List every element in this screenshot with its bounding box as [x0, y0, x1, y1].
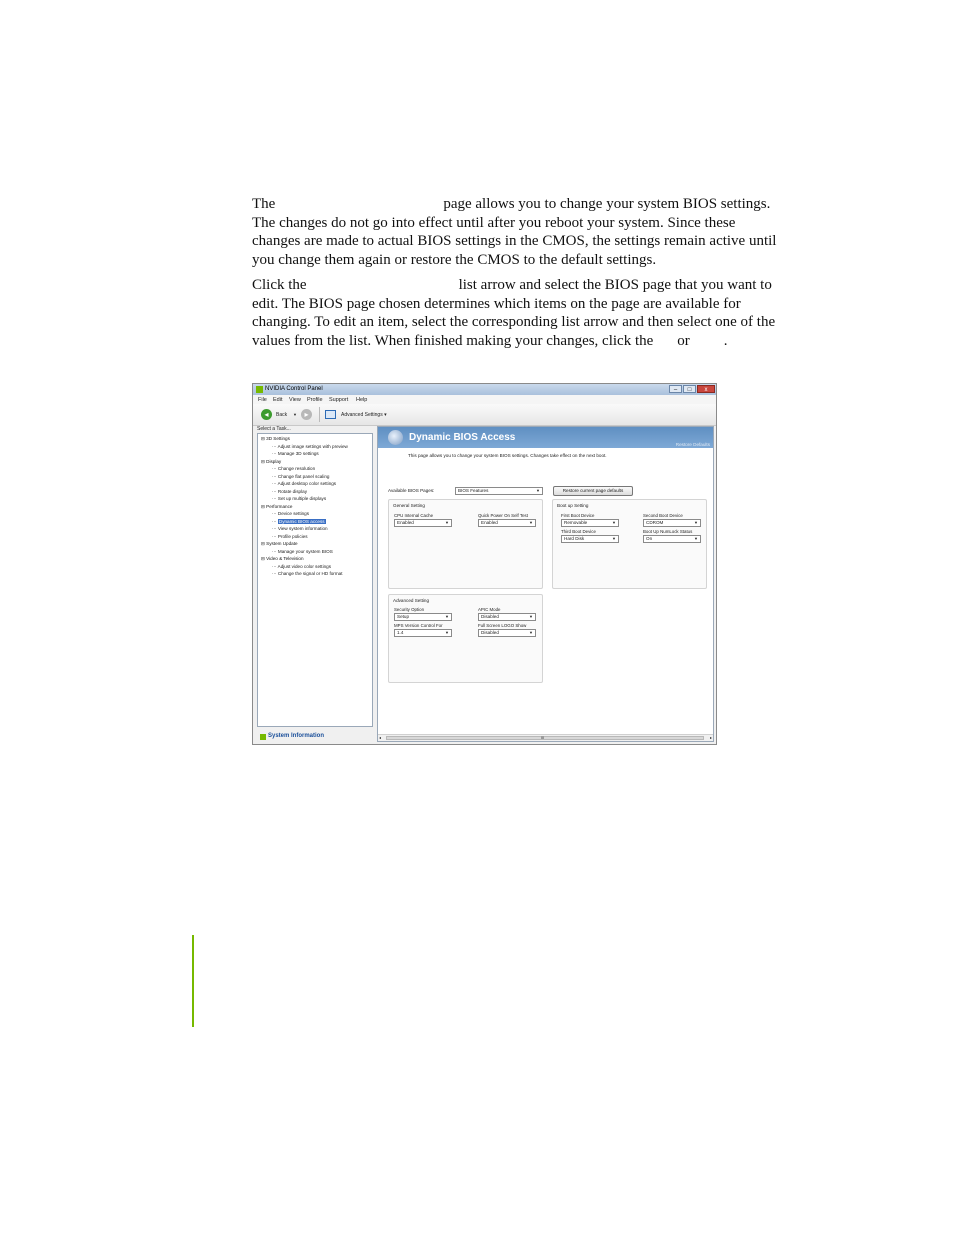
chevron-down-icon: ▼ [536, 488, 540, 493]
chevron-down-icon: ▼ [612, 520, 616, 525]
scroll-left-icon[interactable]: ◂ [379, 735, 382, 740]
chevron-down-icon: ▼ [529, 520, 533, 525]
chevron-down-icon: ▼ [529, 614, 533, 619]
tree-item-manage-bios[interactable]: ⋯ Manage your system BIOS [272, 548, 333, 554]
advanced-setting-group [388, 594, 543, 683]
tree-item-multiple-displays[interactable]: ⋯ Set up multiple displays [272, 496, 327, 501]
third-boot-select[interactable]: Hard Disk ▼ [561, 535, 619, 543]
task-pane [255, 426, 375, 744]
system-information-link[interactable]: System Information [261, 733, 324, 739]
first-boot-label: First Boot Device [561, 513, 595, 518]
chevron-down-icon: ▼ [445, 614, 449, 619]
apic-mode-select[interactable]: Disabled ▼ [478, 613, 536, 621]
second-boot-select[interactable]: CDROM ▼ [643, 519, 701, 527]
apic-mode-label: APIC Mode [478, 607, 501, 612]
restore-defaults-link[interactable]: Restore Defaults [675, 442, 710, 447]
security-option-select[interactable]: Setup ▼ [394, 613, 452, 621]
tree-category-system-update[interactable]: ⊟ System Update [261, 541, 298, 546]
general-setting-title: General Setting [393, 503, 425, 508]
advanced-setting-title: Advanced Setting [393, 598, 430, 603]
select-task-label: Select a Task... [257, 426, 291, 432]
first-boot-select[interactable]: Removable ▼ [561, 519, 619, 527]
tree-item-flat-panel-scaling[interactable]: ⋯ Change flat panel scaling [272, 473, 330, 479]
tree-item-video-color[interactable]: ⋯ Adjust video color settings [272, 563, 331, 569]
numlock-label: Boot Up NumLock Status [643, 529, 693, 534]
tree-category-performance[interactable]: ⊟ Performance [261, 503, 293, 509]
advanced-settings-icon[interactable] [325, 410, 336, 419]
logo-show-select[interactable]: Disabled ▼ [478, 629, 536, 637]
forward-arrow-icon[interactable]: ▸ [301, 409, 312, 420]
tree-item-system-information[interactable]: ⋯ View system information [272, 526, 328, 531]
bios-pages-select[interactable]: BIOS Features ▼ [455, 487, 543, 495]
minimize-button[interactable]: – [669, 385, 682, 393]
cpu-cache-select[interactable]: Enabled ▼ [394, 519, 452, 527]
document-text-1: The page allows you to change your system BIOS settings. The changes do not go into effect until after you reboot your system. Since these changes are made to actual BIOS settings in the CMOS, the settings remain active until you change them again or restore the CMOS to the default settings. [252, 196, 777, 268]
tree-item-manage-3d[interactable]: ⋯ Manage 3D settings [272, 451, 319, 456]
quick-power-label: Quick Power On Self Test [478, 513, 528, 518]
second-boot-label: Second Boot Device [643, 513, 683, 518]
security-option-label: Security Option [394, 607, 425, 612]
task-tree [257, 433, 373, 727]
nvidia-control-panel-window [252, 383, 717, 745]
restore-page-defaults-button[interactable]: Restore current page defaults [553, 486, 633, 496]
chevron-down-icon: ▼ [694, 520, 698, 525]
title-bar [253, 384, 716, 395]
document-text-2: Click the list arrow and select the BIOS page that you want to edit. The BIOS page chosen determines which items on the page are available for changing. To edit an item, select the corresponding list arrow and then select one of the values from the list. When finished making your changes, click the or . [252, 277, 776, 349]
menu-file[interactable]: File [258, 397, 267, 403]
tree-item-change-resolution[interactable]: ⋯ Change resolution [272, 466, 316, 471]
logo-show-label: Full Screen LOGO Show [478, 623, 527, 628]
cpu-cache-label: CPU Internal Cache [394, 513, 434, 518]
numlock-select[interactable]: On ▼ [643, 535, 701, 543]
nvidia-logo-icon [256, 386, 263, 393]
back-arrow-icon[interactable]: ◂ [261, 409, 272, 420]
tree-category-video-television[interactable]: ⊟ Video & Television [261, 556, 304, 561]
page-banner [378, 427, 713, 448]
window-title: NVIDIA Control Panel [265, 386, 323, 392]
system-info-icon [260, 734, 266, 740]
boot-setting-title: Boot up Setting [557, 503, 589, 508]
toolbar [253, 404, 716, 426]
tree-item-desktop-color[interactable]: ⋯ Adjust desktop color settings [272, 481, 337, 486]
bios-pages-label: Available BIOS Pages: [388, 488, 435, 493]
mps-version-label: MPS Version Control For [394, 623, 443, 628]
chevron-down-icon: ▼ [445, 520, 449, 525]
chevron-down-icon: ▼ [445, 630, 449, 635]
menu-view[interactable]: View [289, 397, 301, 403]
tree-item-profile-policies[interactable]: ⋯ Profile policies [272, 533, 308, 539]
menu-edit[interactable]: Edit [273, 397, 283, 403]
menu-bar [253, 395, 716, 404]
advanced-settings-button[interactable]: Advanced Settings ▾ [341, 412, 387, 418]
close-button[interactable]: x [697, 385, 715, 393]
horizontal-scrollbar[interactable] [378, 734, 713, 741]
boot-setting-group [552, 499, 707, 589]
chevron-down-icon: ▼ [529, 630, 533, 635]
page-description: This page allows you to change your system BIOS settings. Changes take effect on the next boot. [408, 453, 607, 458]
back-button[interactable]: Back [276, 412, 288, 418]
maximize-button[interactable]: □ [683, 385, 696, 393]
content-pane [377, 426, 714, 742]
third-boot-label: Third Boot Device [561, 529, 596, 534]
menu-support[interactable]: Support [329, 397, 349, 403]
page-title: Dynamic BIOS Access [409, 432, 516, 443]
quick-power-select[interactable]: Enabled ▼ [478, 519, 536, 527]
tree-item-device-settings[interactable]: ⋯ Device settings [272, 511, 310, 516]
toolbar-divider [319, 407, 320, 422]
tree-item-signal-format[interactable]: ⋯ Change the signal or HD format [272, 571, 343, 576]
menu-profile[interactable]: Profile [307, 397, 323, 403]
back-history-chevron-icon[interactable]: ▼ [293, 412, 297, 417]
general-setting-group [388, 499, 543, 589]
chevron-down-icon: ▼ [612, 536, 616, 541]
tree-item-rotate-display[interactable]: ⋯ Rotate display [272, 488, 307, 494]
menu-help[interactable]: Help [356, 397, 368, 403]
mps-version-select[interactable]: 1.4 ▼ [394, 629, 452, 637]
margin-accent-bar [192, 935, 194, 1027]
tree-item-dynamic-bios-access[interactable]: ⋯ Dynamic BIOS access [272, 518, 325, 524]
tree-item-adjust-image[interactable]: ⋯ Adjust image settings with preview [272, 443, 348, 449]
bios-chip-icon [388, 430, 403, 445]
tree-category-3d-settings[interactable]: ⊟ 3D Settings [261, 436, 290, 441]
scroll-right-icon[interactable]: ▸ [709, 735, 712, 740]
chevron-down-icon: ▼ [694, 536, 698, 541]
tree-category-display[interactable]: ⊟ Display [261, 458, 282, 464]
scroll-thumb[interactable]: III [386, 736, 704, 740]
